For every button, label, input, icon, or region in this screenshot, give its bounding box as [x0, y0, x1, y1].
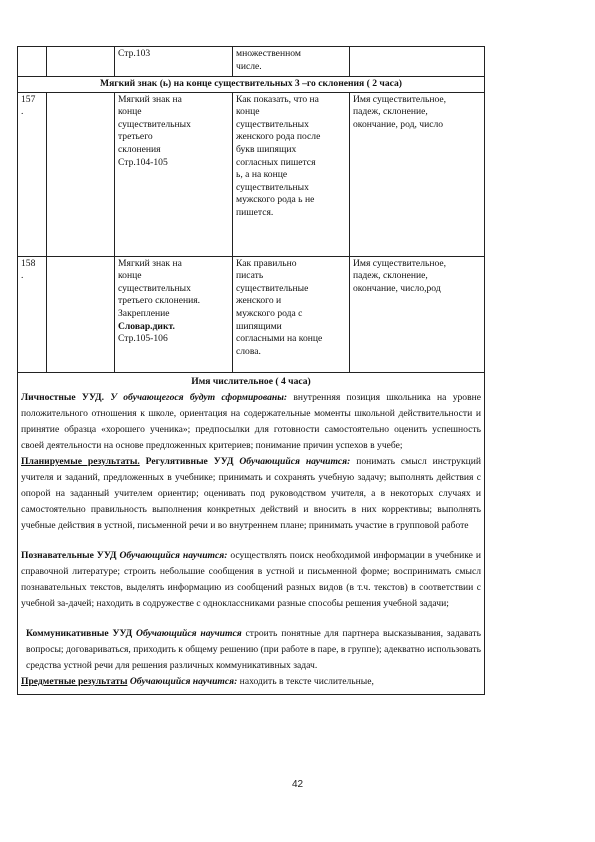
- regulative-lead: Регулятивные УУД: [139, 455, 234, 467]
- section-heading: Имя числительное ( 4 часа): [191, 375, 311, 387]
- cell-topic: Стр.103: [115, 47, 233, 77]
- lesson-topic: Мягкий знак на конце существительных третьего склонения Стр.104-105: [115, 92, 233, 256]
- lesson-pages: Стр.105-106: [118, 333, 168, 345]
- cell-date: [47, 47, 115, 77]
- cell-question: множественном числе.: [233, 47, 350, 77]
- lesson-number: 157 .: [18, 92, 47, 256]
- regulative-text: понимать смысл инструкций учителя и заданий, предложенных в учебнике; принимать и сохранять учебную задачу; выполнять действия с опорой на заданный учителем ориентир; оценивать под руководством учителя, а в некоторых случаях и самостоятельно правильность выполнения конкретных действий и вносить в них коррективы; выполнять учебные действия в устной, письменной речи и во внутреннем плане; принимать участие в групповой работе: [21, 455, 482, 531]
- uud-cell: [18, 372, 485, 694]
- cognitive-uud: [21, 548, 481, 612]
- lesson-topic-text: Мягкий знак на конце существительных третьего склонения. Закрепление: [118, 257, 201, 319]
- personal-lead: Личностные УУД.: [21, 391, 105, 403]
- subject-intro: Обучающийся научится:: [127, 675, 238, 687]
- section-row: [18, 77, 485, 93]
- lesson-topic: [115, 256, 233, 372]
- lesson-number: 158 .: [18, 256, 47, 372]
- table-row: [18, 256, 485, 372]
- cell-num: [18, 47, 47, 77]
- cell-date: [47, 92, 115, 256]
- table-row: [18, 47, 485, 77]
- cell-date: [47, 256, 115, 372]
- personal-intro: У обучающегося будут сформированы:: [110, 391, 288, 403]
- communicative-intro: Обучающийся научится: [132, 627, 242, 639]
- lesson-question: Как правильно писать существительные женского и мужского рода с шипящими согласными на конце слова.: [233, 256, 350, 372]
- lesson-plan-table: [17, 46, 485, 695]
- regulative-intro: Обучающийся научится:: [233, 455, 351, 467]
- dictation-label: Словар.дикт.: [118, 320, 175, 332]
- cognitive-intro: Обучающийся научится:: [116, 549, 228, 561]
- personal-uud: [21, 390, 481, 454]
- communicative-lead: Коммуникативные УУД: [26, 627, 133, 639]
- communicative-uud: [21, 626, 481, 674]
- lesson-question: Как показать, что на конце существительных женского рода после букв шипящих согласных пишется ь, а на конце существительных мужского рода ь не пишется.: [233, 92, 350, 256]
- subject-text: находить в тексте числительные,: [237, 675, 374, 687]
- subject-lead: Предметные результаты: [21, 675, 128, 687]
- section-heading: Мягкий знак (ь) на конце существительных 3 –го склонения ( 2 часа): [18, 77, 485, 93]
- table-row: [18, 92, 485, 256]
- page-number: 42: [291, 779, 304, 790]
- lesson-terms: Имя существительное, падеж, склонение, окончание, число,род: [350, 256, 485, 372]
- cognitive-text: осуществлять поиск необходимой информации в учебнике и справочной литературе; строить небольшие сообщения в устной и письменной форме; воспринимать смысл познавательных текстов, выделять информацию из сообщений разных видов (в т.ч. текстов) в соответствии с учебной за-дачей; находить в содружестве с одноклассниками разные способы решения учебной задачи;: [21, 549, 481, 609]
- communicative-text: строить понятные для партнера высказывания, задавать вопросы; договариваться, приходить к общему решению (при работе в паре, в группе); адекватно использовать средства устной речи для решения различных коммуникативных задач.: [26, 627, 481, 671]
- cognitive-lead: Познавательные УУД: [21, 549, 117, 561]
- regulative-uud: [21, 454, 481, 534]
- planned-results-lead: Планируемые результаты.: [21, 455, 140, 467]
- personal-text: внутренняя позиция школьника на уровне положительного отношения к школе, ориентация на содержательные моменты школьной действительности и принятие образца «хорошего ученика»; предпосылки для готовности самостоятельно оценить успешность своей деятельности на основе предложенных критериев; понимание причин успехов в учебе;: [21, 391, 482, 451]
- subject-results: [21, 674, 481, 690]
- cell-terms: [350, 47, 485, 77]
- uud-row: [18, 372, 485, 694]
- lesson-terms: Имя существительное, падеж, склонение, окончание, род, число: [350, 92, 485, 256]
